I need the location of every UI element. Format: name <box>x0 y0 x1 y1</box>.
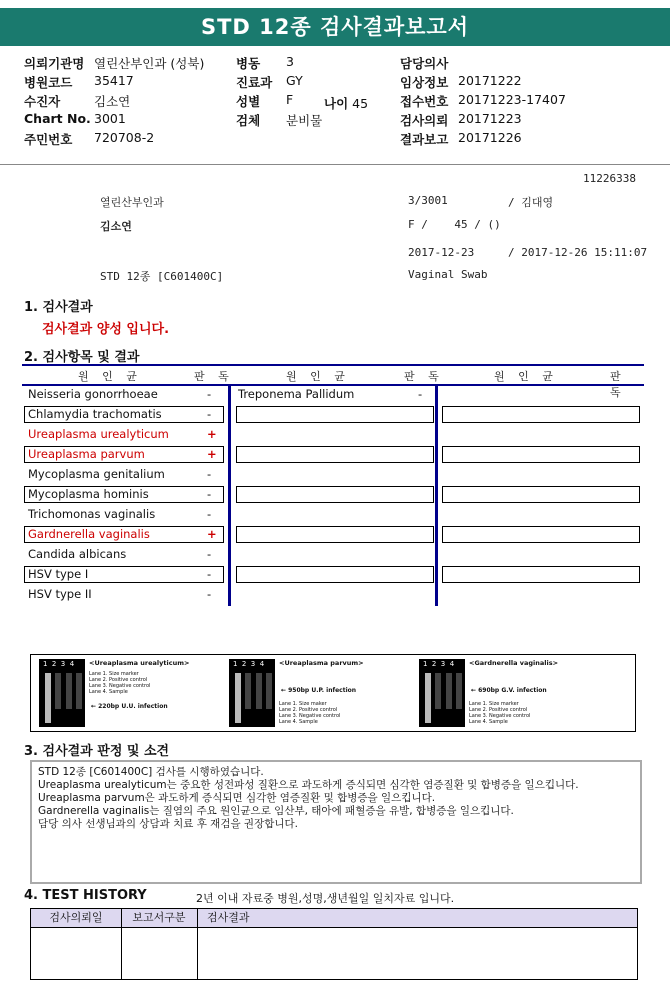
gel-legend-line: Lane 2. Positive control <box>89 677 148 683</box>
organism-result: - <box>207 387 212 401</box>
info-row <box>400 130 660 148</box>
info-label: 주민번호 <box>24 132 73 147</box>
gel-image <box>419 659 465 727</box>
organism-name: Mycoplasma genitalium <box>28 467 165 481</box>
divider <box>121 927 122 979</box>
gel-band-label: ← 220bp U.U. infection <box>91 703 168 710</box>
section1-result: 검사결과 양성 입니다. <box>42 322 170 337</box>
list-item <box>24 504 224 524</box>
gel-lane <box>425 673 431 723</box>
list-item <box>24 424 224 444</box>
empty-cell <box>442 526 640 543</box>
gel-lane-numbers: 1 2 3 4 <box>423 660 455 668</box>
age-label: 나이 <box>324 96 349 111</box>
slip-patient: 김소연 <box>100 220 132 233</box>
gel-lane <box>266 673 272 709</box>
info-label: 결과보고 <box>400 132 449 147</box>
organism-result: - <box>207 567 212 581</box>
history-col-result: 검사결과 <box>207 911 250 924</box>
organism-name: Chlamydia trachomatis <box>28 407 162 421</box>
gel-legend <box>89 671 169 695</box>
gel-legend-line: Lane 3. Negative control <box>279 713 341 719</box>
list-item <box>24 404 224 424</box>
list-item <box>238 384 428 404</box>
info-label: 병원코드 <box>24 75 73 90</box>
organism-result: - <box>207 587 212 601</box>
gel-legend-line: Lane 1. Size marker <box>89 671 139 677</box>
section3-title: 3. 검사결과 판정 및 소견 <box>24 744 170 759</box>
gel-band-label: ← 690bp G.V. infection <box>471 687 547 694</box>
info-label: 수진자 <box>24 94 61 109</box>
section1-title: 1. 검사결과 <box>24 300 93 315</box>
list-item <box>24 384 224 404</box>
gel-images <box>30 654 636 732</box>
gel-lane <box>55 673 61 709</box>
info-label: 검체 <box>236 113 261 128</box>
info-value: GY <box>286 73 303 88</box>
gel-title: <Gardnerella vaginalis> <box>469 659 559 667</box>
opinion-line: Gardnerella vaginalis는 질염의 주요 원인균으로 임산부, 태아에 패혈증을 유발, 합병증을 일으킵니다. <box>38 805 514 817</box>
gel-image <box>229 659 275 727</box>
info-label: 접수번호 <box>400 94 449 109</box>
slip-clinic: 열린산부인과 <box>100 196 164 209</box>
slip-date-received: 2017-12-23 <box>408 246 475 259</box>
list-item <box>24 484 224 504</box>
gel-image <box>39 659 85 727</box>
gel-legend <box>469 701 549 725</box>
organism-result: - <box>207 547 212 561</box>
list-item <box>24 544 224 564</box>
info-label: Chart No. <box>24 111 91 126</box>
gel-lane <box>235 673 241 723</box>
empty-cell <box>236 406 434 423</box>
info-label: 병동 <box>236 56 261 71</box>
organism-name: Ureaplasma urealyticum <box>28 427 169 441</box>
slip-id: 11226338 <box>583 172 636 185</box>
info-value: 분비물 <box>286 113 323 128</box>
organism-name: HSV type I <box>28 567 89 581</box>
col-judge-1: 판 독 <box>194 370 234 383</box>
info-block <box>24 54 664 150</box>
organism-result: - <box>207 487 212 501</box>
gel-lane-numbers: 1 2 3 4 <box>233 660 265 668</box>
info-label: 임상정보 <box>400 75 449 90</box>
list-item <box>24 444 224 464</box>
section4-title: 4. TEST HISTORY <box>24 888 147 903</box>
slip-specimen: Vaginal Swab <box>408 268 488 281</box>
organism-result: - <box>207 507 212 521</box>
organism-name: Candida albicans <box>28 547 127 561</box>
slip-sex-age: F / 45 / () <box>408 218 501 231</box>
gel-lane <box>435 673 441 709</box>
gel-title: <Ureaplasma parvum> <box>279 659 364 667</box>
info-row <box>400 54 660 72</box>
info-value: 35417 <box>94 73 134 88</box>
gel-legend-line: Lane 4. Sample <box>89 689 128 695</box>
col-cause-2: 원 인 균 <box>286 370 350 383</box>
organism-result: - <box>207 407 212 421</box>
empty-cell <box>442 406 640 423</box>
empty-cell <box>236 526 434 543</box>
gel-legend-line: Lane 4. Sample <box>469 719 508 725</box>
organism-result: - <box>207 467 212 481</box>
info-row <box>400 111 660 129</box>
info-row <box>400 73 660 91</box>
organism-result: + <box>207 447 217 461</box>
info-label: 담당의사 <box>400 56 449 71</box>
info-label: 의뢰기관명 <box>24 56 85 71</box>
info-value: 20171226 <box>458 130 522 145</box>
opinion-line: 담당 의사 선생님과의 상담과 치료 후 재검을 권장합니다. <box>38 818 298 830</box>
empty-cell <box>236 446 434 463</box>
section2-title: 2. 검사항목 및 결과 <box>24 350 140 365</box>
organism-name: Trichomonas vaginalis <box>28 507 156 521</box>
organism-result: - <box>418 387 423 401</box>
organism-name: Neisseria gonorrhoeae <box>28 387 158 401</box>
gel-legend-line: Lane 1. Size marker <box>469 701 519 707</box>
slip-date-reported: / 2017-12-26 15:11:07 <box>508 246 648 259</box>
history-table <box>30 908 638 980</box>
empty-cell <box>442 486 640 503</box>
gel-legend <box>279 701 359 725</box>
gel-lane <box>256 673 262 709</box>
divider <box>197 927 198 979</box>
report-title: STD 12종 검사결과보고서 <box>0 8 670 46</box>
history-header <box>31 909 637 928</box>
age-value: 45 <box>352 96 369 111</box>
info-label: 검사의뢰 <box>400 113 449 128</box>
list-item <box>24 584 224 604</box>
history-col-date: 검사의뢰일 <box>31 909 122 927</box>
info-row <box>400 92 660 110</box>
info-value: F <box>286 92 294 107</box>
gel-legend-line: Lane 4. Sample <box>279 719 318 725</box>
info-label: 성별 <box>236 94 261 109</box>
gel-legend-line: Lane 2. Positive control <box>469 707 528 713</box>
organism-name: Gardnerella vaginalis <box>28 527 150 541</box>
info-value: 김소연 <box>94 94 131 109</box>
gel-title: <Ureaplasma urealyticum> <box>89 659 190 667</box>
section4-note: 2년 이내 자료중 병원,성명,생년월일 일치자료 입니다. <box>196 892 455 905</box>
opinion-line: STD 12종 [C601400C] 검사를 시행하였습니다. <box>38 766 264 778</box>
divider <box>0 164 670 165</box>
opinion-box <box>30 760 642 884</box>
history-col-type: 보고서구분 <box>121 909 198 927</box>
info-label: 진료과 <box>236 75 273 90</box>
gel-band-label: ← 950bp U.P. infection <box>281 687 357 694</box>
organism-name: Mycoplasma hominis <box>28 487 149 501</box>
slip-test: STD 12종 [C601400C] <box>100 270 224 283</box>
results-column-1 <box>24 384 228 606</box>
gel-legend-line: Lane 1. Size maker <box>279 701 327 707</box>
col-judge-2: 판 독 <box>404 370 444 383</box>
info-value: 20171222 <box>458 73 522 88</box>
gel-lane <box>66 673 72 709</box>
column-divider <box>228 384 231 606</box>
info-value: 열린산부인과 (성북) <box>94 56 205 71</box>
info-row <box>24 130 284 148</box>
slip-chart: 3/3001 <box>408 194 448 207</box>
gel-lane <box>45 673 51 723</box>
info-value: 20171223-17407 <box>458 92 566 107</box>
gel-legend-line: Lane 2. Positive control <box>279 707 338 713</box>
organism-result: + <box>207 427 217 441</box>
column-divider <box>435 384 438 606</box>
organism-name: Ureaplasma parvum <box>28 447 145 461</box>
organism-name: Treponema Pallidum <box>238 387 355 401</box>
empty-cell <box>442 566 640 583</box>
age-field <box>324 94 384 112</box>
results-column-3 <box>440 384 642 606</box>
gel-lane <box>456 673 462 709</box>
gel-lane <box>446 673 452 709</box>
col-judge-3: 판 독 <box>610 370 626 399</box>
empty-cell <box>236 486 434 503</box>
gel-lane <box>245 673 251 709</box>
gel-legend-line: Lane 3. Negative control <box>89 683 151 689</box>
slip-doctor: / 김대영 <box>508 196 554 209</box>
info-value: 20171223 <box>458 111 522 126</box>
gel-lane <box>76 673 82 709</box>
empty-cell <box>236 566 434 583</box>
info-value: 720708-2 <box>94 130 155 145</box>
gel-lane-numbers: 1 2 3 4 <box>43 660 75 668</box>
opinion-line: Ureaplasma urealyticum는 중요한 성전파성 질환으로 과도하게 증식되면 심각한 염증질환 및 합병증을 일으킵니다. <box>38 779 579 791</box>
organism-result: + <box>207 527 217 541</box>
info-value: 3001 <box>94 111 126 126</box>
info-value: 3 <box>286 54 294 69</box>
col-cause-3: 원 인 균 <box>494 370 558 383</box>
list-item <box>24 464 224 484</box>
empty-cell <box>442 446 640 463</box>
results-column-2 <box>234 384 434 606</box>
col-cause-1: 원 인 균 <box>78 370 142 383</box>
gel-legend-line: Lane 3. Negative control <box>469 713 531 719</box>
list-item <box>24 524 224 544</box>
organism-name: HSV type II <box>28 587 92 601</box>
list-item <box>24 564 224 584</box>
opinion-line: Ureaplasma parvum은 과도하게 증식되면 심각한 염증질환 및 합병증을 일으킵니다. <box>38 792 436 804</box>
